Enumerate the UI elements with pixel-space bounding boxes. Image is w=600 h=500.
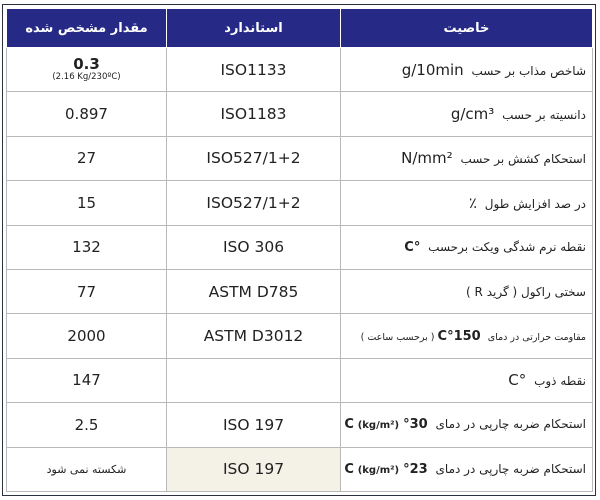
header-standard: استاندارد <box>167 9 341 48</box>
standard-cell <box>167 358 341 402</box>
property-cell: استحکام کشش بر حسب N/mm² <box>341 136 593 180</box>
property-cell: استحکام ضربه چارپی در دمای 30°C (kg/m²) <box>341 403 593 447</box>
table-row <box>7 403 593 447</box>
table-row <box>7 447 593 491</box>
table-row <box>7 92 593 136</box>
value-cell: 147 <box>7 358 167 402</box>
value-cell: 0.897 <box>7 92 167 136</box>
value-cell: 27 <box>7 136 167 180</box>
header-row <box>7 9 593 48</box>
property-cell: استحکام ضربه چارپی در دمای 23°C (kg/m²) <box>341 447 593 491</box>
standard-cell: ISO 197 <box>167 403 341 447</box>
table-row <box>7 181 593 225</box>
header-property: خاصیت <box>341 9 593 48</box>
value-cell: 132 <box>7 225 167 269</box>
value-cell: 0.3 (2.16 Kg/230ºC) <box>7 48 167 92</box>
table-row <box>7 225 593 269</box>
value-cell: شکسته نمی شود <box>7 447 167 491</box>
property-cell: نقطه نرم شدگی ویکت برحسب °C <box>341 225 593 269</box>
property-cell: در صد افزایش طول ٪ <box>341 181 593 225</box>
standard-cell: ISO 306 <box>167 225 341 269</box>
value-cell: 15 <box>7 181 167 225</box>
value-cell: 77 <box>7 269 167 313</box>
table-row <box>7 314 593 358</box>
standard-cell: ISO527/1+2 <box>167 181 341 225</box>
property-cell: سختی راکول ( گرید R ) <box>341 269 593 313</box>
table-row <box>7 48 593 92</box>
table-row <box>7 136 593 180</box>
table-row <box>7 269 593 313</box>
properties-table <box>6 8 593 492</box>
standard-cell: ASTM D3012 <box>167 314 341 358</box>
standard-cell: ISO 197 <box>167 447 341 491</box>
property-cell: مقاومت حرارتی در دمای 150°C ( برحسب ساعت ) <box>341 314 593 358</box>
standard-cell: ISO1133 <box>167 48 341 92</box>
standard-cell: ASTM D785 <box>167 269 341 313</box>
value-cell: 2000 <box>7 314 167 358</box>
property-cell: شاخص مذاب بر حسب g/10min <box>341 48 593 92</box>
standard-cell: ISO1183 <box>167 92 341 136</box>
property-cell: نقطه ذوب °C <box>341 358 593 402</box>
property-cell: دانسیته بر حسب g/cm³ <box>341 92 593 136</box>
value-cell: 2.5 <box>7 403 167 447</box>
header-value: مقدار مشخص شده <box>7 9 167 48</box>
standard-cell: ISO527/1+2 <box>167 136 341 180</box>
table-row <box>7 358 593 402</box>
